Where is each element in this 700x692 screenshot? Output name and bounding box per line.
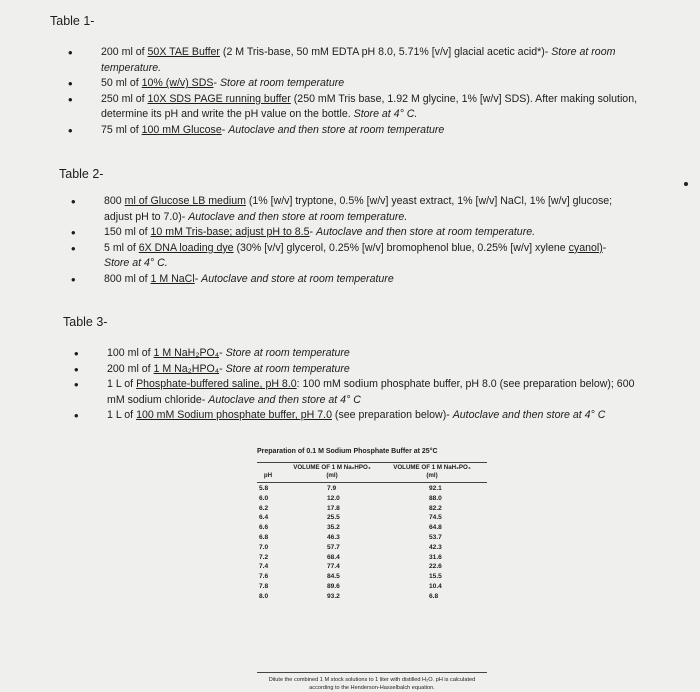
bullet-icon: • — [68, 45, 73, 60]
table2-item — [71, 240, 632, 272]
table-cell: 77.4 — [327, 563, 340, 571]
bullet-icon: • — [68, 91, 73, 107]
table-cell: 7.9 — [327, 485, 337, 492]
text-run: 10% (w/v) SDS — [141, 77, 214, 90]
bullet-icon: • — [74, 377, 79, 393]
table2-list — [71, 194, 632, 288]
stray-dot — [684, 182, 688, 186]
text-run: - — [602, 241, 607, 254]
text-run: 50 ml of — [101, 77, 142, 90]
text-run: 50X TAE Buffer — [147, 46, 220, 58]
table-cell: 74.5 — [429, 514, 442, 522]
table-rule-top — [257, 462, 487, 463]
text-run: 150 ml of — [104, 226, 151, 239]
table-cell: 5.8 — [259, 485, 269, 492]
table2-heading: Table 2- — [59, 167, 104, 181]
table-cell: 6.2 — [259, 504, 269, 512]
text-run: 1 L of — [107, 378, 137, 391]
text-run: Autoclave and then store at room temperature — [228, 123, 445, 136]
prep-table — [257, 462, 487, 692]
table-cell: 7.8 — [259, 583, 269, 590]
text-run: 75 ml of — [101, 123, 142, 136]
bullet-icon: • — [74, 361, 79, 377]
prep-title: Preparation of 0.1 M Sodium Phosphate Buffer at 25°C — [257, 448, 438, 455]
text-run: 200 ml of — [101, 46, 148, 58]
text-run: Autoclave and then store at 4° C — [208, 393, 361, 406]
table1-heading: Table 1- — [50, 14, 95, 28]
table-cell: 6.6 — [259, 524, 269, 532]
text-run: 6X DNA loading dye — [138, 241, 234, 254]
text-run: 100 mM Glucose — [141, 123, 222, 136]
table2-item — [71, 194, 632, 225]
text-run: Store at room temperature — [225, 362, 350, 375]
text-run: - — [309, 226, 316, 239]
text-run: Autoclave and then store at room temperature. — [188, 210, 408, 223]
table-cell: 6.8 — [259, 534, 269, 541]
table1-list — [68, 45, 641, 139]
text-run: Phosphate-buffered saline, pH 8.0 — [136, 378, 297, 391]
table-cell: 84.5 — [327, 573, 340, 581]
table-cell: 82.2 — [429, 504, 442, 512]
text-run: 100 mM Sodium phosphate buffer, pH 7.0 — [136, 409, 332, 422]
text-run: 1 M Na₂HPO₄ — [153, 362, 220, 375]
text-run: 5 ml of — [104, 241, 139, 254]
bullet-icon: • — [74, 346, 79, 361]
text-run: - — [219, 347, 226, 359]
table1-item — [68, 76, 641, 92]
text-run: 250 ml of — [101, 92, 148, 105]
table3-item — [74, 361, 647, 378]
table-cell: 57.7 — [327, 543, 340, 551]
table1-item — [68, 45, 641, 76]
text-run: 1 M NaH₂PO₄ — [153, 347, 220, 359]
table-cell: 25.5 — [327, 514, 340, 522]
table-cell: 88.0 — [429, 494, 442, 502]
col-header-nah2po4: VOLUME OF 1 M NaH₂PO₄ (ml) — [393, 464, 471, 479]
text-run: 1 L of — [107, 409, 137, 422]
table-cell: 64.8 — [429, 524, 442, 532]
text-run: cyanol) — [568, 241, 603, 254]
text-run: Store at 4° C. — [104, 257, 168, 270]
table-cell: 7.2 — [259, 553, 269, 561]
table-cell: 46.3 — [327, 534, 340, 541]
table-cell: 35.2 — [327, 524, 340, 532]
table2-item — [71, 225, 632, 241]
text-run: - — [213, 77, 220, 90]
text-run: - — [219, 362, 226, 375]
table-cell: 68.4 — [327, 553, 340, 561]
text-run: Autoclave and store at room temperature — [201, 272, 394, 285]
table-rule-bottom — [257, 672, 487, 673]
text-run: Autoclave and then store at room temperature. — [316, 226, 536, 239]
bullet-icon: • — [74, 408, 79, 424]
table-cell: 7.4 — [259, 563, 269, 571]
table-cell: 31.6 — [429, 553, 442, 561]
table3-item — [74, 408, 647, 424]
table-cell: 6.0 — [259, 494, 269, 502]
table-cell: 15.5 — [429, 573, 442, 581]
bullet-icon: • — [71, 271, 76, 287]
text-run: ml of Glucose LB medium — [124, 195, 246, 207]
text-run: 1 M NaCl — [150, 272, 195, 285]
phosphate-buffer-preparation — [257, 447, 487, 692]
text-run: 10 mM Tris-base; adjust pH to 8.5 — [150, 226, 310, 239]
text-run: Autoclave and then store at 4° C — [452, 409, 606, 422]
table-cell: 7.0 — [259, 543, 269, 551]
table-cell: 92.1 — [429, 485, 442, 492]
table-cell: 10.4 — [429, 583, 442, 590]
bullet-icon: • — [71, 194, 76, 209]
table-cell: 6.4 — [259, 514, 269, 522]
table-cell: 53.7 — [429, 534, 442, 541]
text-run: Store at room temperature — [225, 347, 350, 359]
table-cell: 7.6 — [259, 573, 269, 581]
table3-list — [74, 346, 647, 424]
text-run: 800 ml of — [104, 272, 151, 285]
table1-item — [68, 122, 641, 139]
text-run: 100 ml of — [107, 347, 154, 359]
table-cell: 17.8 — [327, 504, 340, 512]
bullet-icon: • — [68, 76, 73, 92]
text-run: (2 M Tris-base, 50 mM EDTA pH 8.0, 5.71% [v/v] glacial acetic acid*)- — [219, 46, 552, 58]
bullet-icon: • — [71, 225, 76, 241]
text-run: - — [221, 123, 229, 136]
text-run: - — [194, 272, 202, 285]
text-run: (1% [w/v] tryptone, 0.5% [w/v] yeast extract, 1% [w/v] NaCl, 1% [w/v] glucose; adjust pH to 7.0)- — [104, 195, 613, 223]
table-cell: 8.0 — [259, 592, 269, 600]
col-header-na2hpo4: VOLUME OF 1 M Na₂HPO₄ (ml) — [293, 464, 371, 479]
text-run: 10X SDS PAGE running buffer — [147, 92, 291, 105]
table3-heading: Table 3- — [63, 315, 108, 329]
table3-item — [74, 346, 647, 362]
table-cell: 6.8 — [429, 592, 439, 600]
table3-item — [74, 377, 647, 408]
col-header-ph: pH — [263, 472, 273, 479]
table-cell: 12.0 — [327, 494, 340, 502]
table-cell: 42.3 — [429, 543, 442, 551]
prep-note: Dilute the combined 1 M stock solutions to 1 liter with distilled H₂O. pH is calculated according to the Henderson-Hasselbalch equation. — [268, 677, 476, 691]
bullet-icon: • — [71, 240, 76, 256]
table2-item — [71, 271, 632, 288]
bullet-icon: • — [68, 122, 73, 138]
text-run: (30% [v/v] glycerol, 0.25% [w/v] bromophenol blue, 0.25% [w/v] xylene — [233, 241, 569, 254]
table-cell: 93.2 — [327, 592, 340, 600]
table-cell: 22.6 — [429, 563, 442, 571]
text-run: Store at room temperature. — [101, 46, 616, 74]
table1-item — [68, 91, 641, 123]
text-run: : 100 mM sodium phosphate buffer, pH 8.0 (see preparation below); 600 mM sodium chloride- — [107, 378, 635, 406]
text-run: Store at room temperature — [219, 77, 345, 90]
text-run: 200 ml of — [107, 362, 154, 375]
table-cell: 89.6 — [327, 583, 340, 590]
text-run: 800 — [104, 195, 125, 207]
text-run: (250 mM Tris base, 1.92 M glycine, 1% [w/v] SDS). After making solution, determine its pH and write the pH value on the bottle. — [101, 92, 638, 121]
text-run: (see preparation below)- — [331, 409, 453, 422]
text-run: Store at 4° C. — [353, 108, 418, 121]
table-rule-header — [257, 482, 487, 483]
